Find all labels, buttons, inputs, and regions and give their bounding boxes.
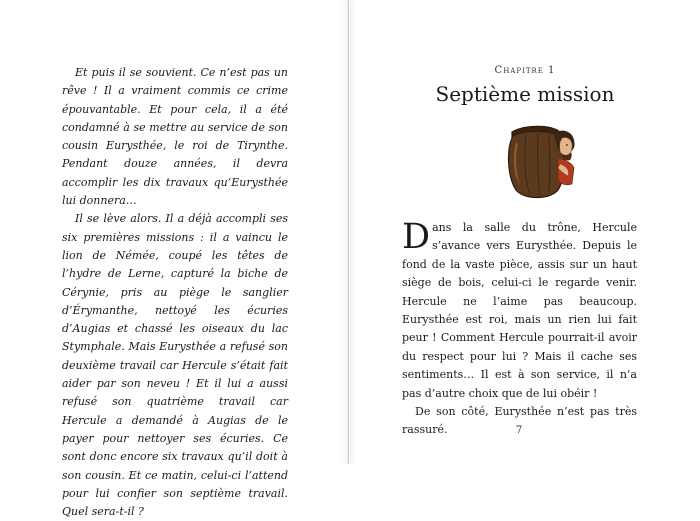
chapter-label: Chapitre 1: [494, 65, 556, 76]
chapter-title: Septième mission: [435, 82, 615, 106]
right-paragraph-1-text: ans la salle du trône, Hercule s’avance vers Eurysthée. Depuis le fond de la vaste pièce, assis sur un haut siège de bois, celui-ci le regarde venir. Hercule ne l’aime pas beaucoup. Eurysthée est roi, mais un rien lui fait peur ! Comment Hercule pourrait-il avoir du respect pour lui ? Mais il cache ses sentiments… Il est à son service, il n’a pas d’autre choix que de lui obéir !: [402, 221, 637, 400]
right-paragraph-2: De son côté, Eurysthée n’est pas très rassuré.: [402, 405, 637, 437]
left-paragraph-2: Il se lève alors. Il a déjà accompli ses six premières missions : il a vaincu le lion de Némée, coupé les têtes de l’hydre de Lerne, capturé la biche de Cérynie, pris au piège le sanglier d’Érymanthe, nettoyé les écuries d’Augias et chassé les oiseaux du lac Stymphale. Mais Eurysthée a refusé son deuxième travail car Hercule s’était fait aider par son neveu ! Et il lui a aussi refusé son quatrième travail car Hercule a demandé à Augias de le payer pour nettoyer ses écuries. Ce sont donc encore six travaux qu’il doit à son cousin. Et ce matin, celui-ci l’attend pour lui confier son septième travail. Quel sera-t-il ?: [62, 212, 288, 519]
right-page: [350, 0, 700, 464]
right-page-text: [402, 219, 637, 440]
left-paragraph-1: Et puis il se souvient. Ce n’est pas un rêve ! Il a vraiment commis ce crime épouvantable. Et pour cela, il a été condamné à se mettre au service de son cousin Eurysthée, le roi de Tirynthe. Pendant douze années, il devra accomplir les dix travaux qu’Eurysthée lui donnera…: [62, 66, 288, 208]
right-paragraph-1: [402, 219, 637, 403]
left-page-text: [62, 64, 288, 521]
drop-cap: D: [402, 217, 431, 257]
eurystheus-in-jar-illustration: [502, 122, 582, 200]
page-number: 7: [515, 425, 523, 436]
left-page: [0, 0, 349, 519]
